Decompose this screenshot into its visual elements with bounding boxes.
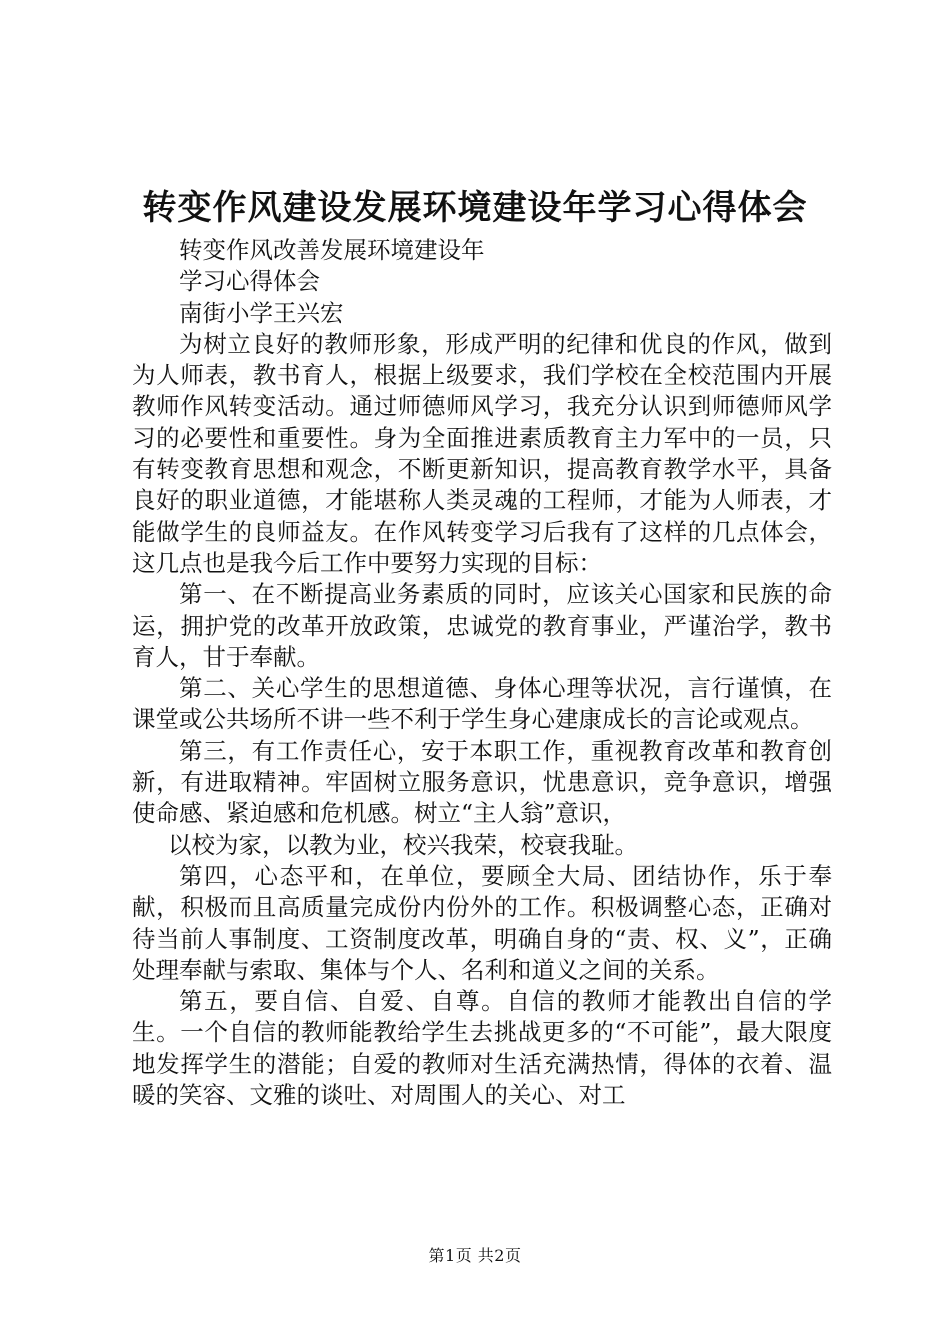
paragraph-point-4: 第四，心态平和，在单位，要顾全大局、团结协作，乐于奉献，积极而且高质量完成份内份外的工作。积极调整心态，正确对待当前人事制度、工资制度改革，明确自身的“责、权、义”，正确处理奉献与索取、集体与个人、名利和道义之间的关系。 (132, 861, 832, 984)
paragraph-point-5: 第五，要自信、自爱、自尊。自信的教师才能教出自信的学生。一个自信的教师能教给学生去挑战更多的“不可能”，最大限度地发挥学生的潜能；自爱的教师对生活充满热情，得体的衣着、温暖的笑容、文雅的谈吐、对周围人的关心、对工 (132, 987, 832, 1110)
subtitle-line-1: 转变作风改善发展环境建设年 (179, 236, 485, 264)
paragraph-point-3: 第三，有工作责任心，安于本职工作，重视教育改革和教育创新，有进取精神。牢固树立服务意识，忧患意识，竞争意识，增强使命感、紧迫感和危机感。树立“主人翁”意识， (132, 736, 832, 828)
document-body (132, 235, 832, 1111)
paragraph-point-3-continued: 以校为家，以教为业，校兴我荣，校衰我耻。 (168, 830, 638, 859)
author-line: 南街小学王兴宏 (179, 298, 344, 327)
paragraph-point-2: 第二、关心学生的思想道德、身体心理等状况，言行谨慎，在课堂或公共场所不讲一些不利于学生身心建康成长的言论或观点。 (132, 674, 832, 734)
page-footer: 第1页 共2页 (428, 1246, 522, 1265)
document-title: 转变作风建设发展环境建设年学习心得体会 (142, 188, 808, 228)
paragraph-intro: 为树立良好的教师形象，形成严明的纪律和优良的作风，做到为人师表，教书育人，根据上级要求，我们学校在全校范围内开展教师作风转变活动。通过师德师风学习，我充分认识到师德师风学习的必要性和重要性。身为全面推进素质教育主力军中的一员，只有转变教育思想和观念，不断更新知识，提高教育教学水平，具备良好的职业道德，才能堪称人类灵魂的工程师，才能为人师表，才能做学生的良师益友。在作风转变学习后我有了这样的几点体会，这几点也是我今后工作中要努力实现的目标： (132, 329, 832, 577)
subtitle-line-2: 学习心得体会 (179, 267, 320, 296)
paragraph-point-1: 第一、在不断提高业务素质的同时，应该关心国家和民族的命运，拥护党的改革开放政策，忠诚党的教育事业，严谨治学，教书育人，甘于奉献。 (132, 580, 832, 671)
